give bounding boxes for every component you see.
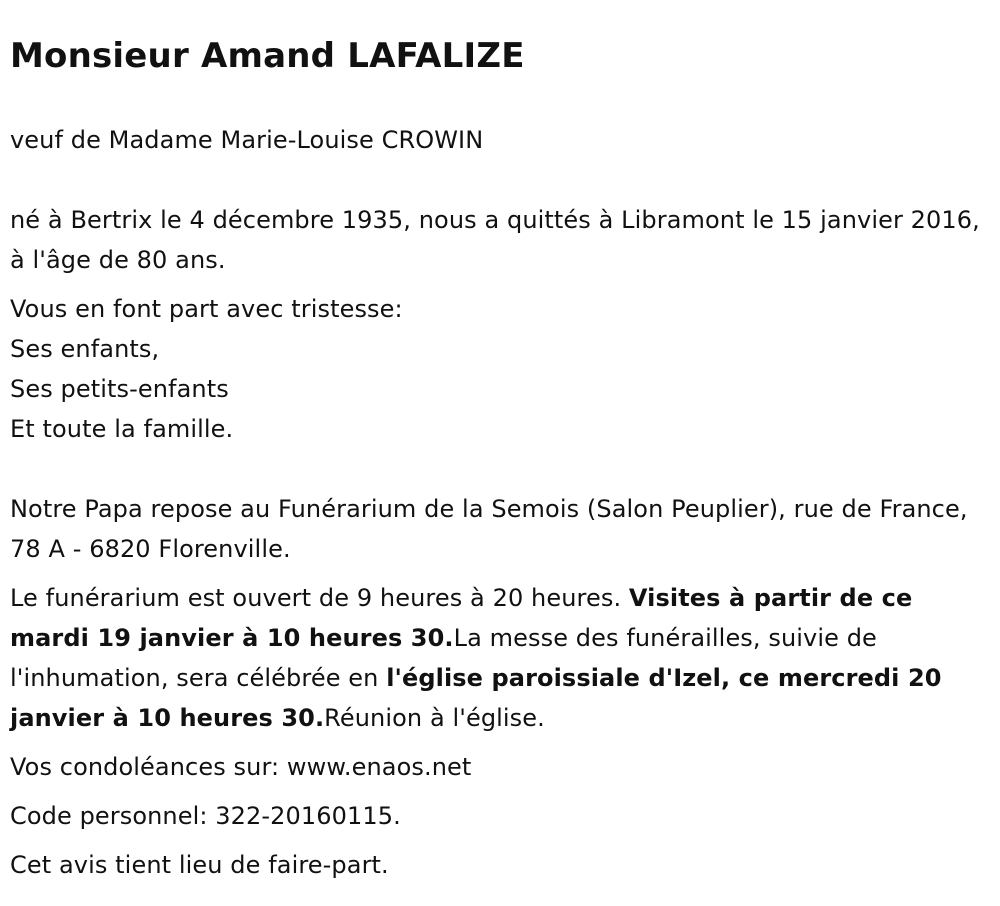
announce-intro: Vous en font part avec tristesse: [10, 295, 403, 323]
visits-schedule: Visites à partir de ce mardi 19 janvier à 10 heures 30. [10, 584, 913, 652]
family-line-grandchildren: Ses petits-enfants [10, 375, 229, 403]
deceased-name-title: Monsieur Amand LAFALIZE [10, 36, 525, 76]
ceremony-details [10, 578, 990, 738]
family-line-whole-family: Et toute la famille. [10, 415, 234, 443]
widow-line: veuf de Madame Marie-Louise CROWIN [10, 126, 484, 154]
mass-text: La messe des funérailles, suivie de l'inhumation, sera célébrée en [10, 624, 877, 692]
meeting-text: Réunion à l'église. [324, 704, 545, 732]
funeral-home-location: Notre Papa repose au Funérarium de la Semois (Salon Peuplier), rue de France, 78 A - 6820 Florenville. [10, 495, 968, 563]
family-line-children: Ses enfants, [10, 335, 160, 363]
condolences-line: Vos condoléances sur: www.enaos.net [10, 753, 472, 781]
closing-line: Cet avis tient lieu de faire-part. [10, 851, 389, 879]
birth-death-line: né à Bertrix le 4 décembre 1935, nous a quittés à Libramont le 15 janvier 2016, à l'âge de 80 ans. [10, 206, 980, 274]
opening-hours-text: Le funérarium est ouvert de 9 heures à 20 heures. [10, 584, 629, 612]
personal-code-line: Code personnel: 322-20160115. [10, 802, 401, 830]
church-schedule: l'église paroissiale d'Izel, ce mercredi 20 janvier à 10 heures 30. [10, 664, 942, 732]
